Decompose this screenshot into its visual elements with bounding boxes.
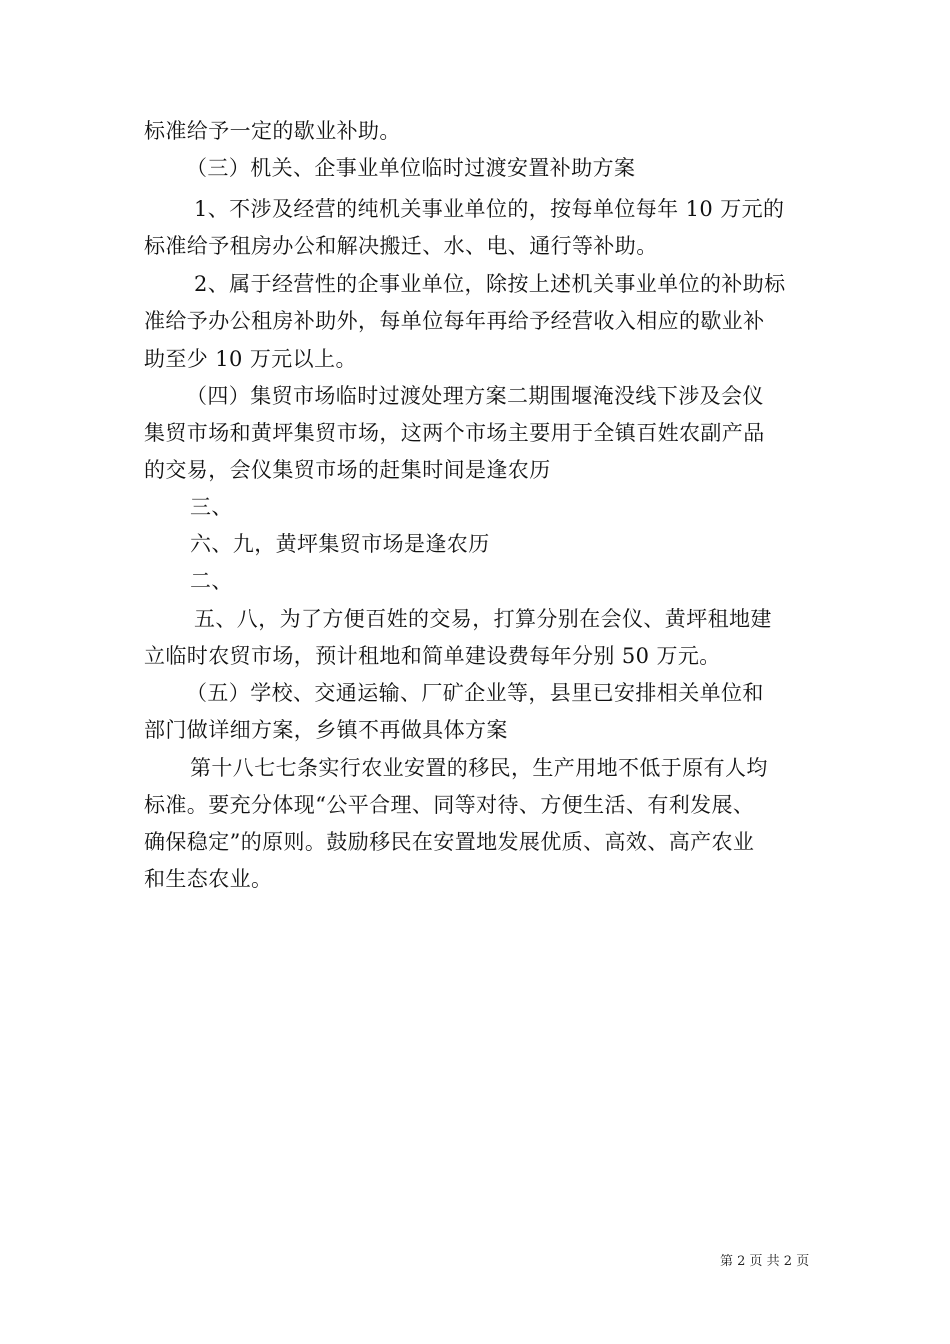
text-line: 2、属于经营性的企事业单位，除按上述机关事业单位的补助标 <box>194 272 786 296</box>
text-line: 二、 <box>190 569 233 593</box>
section-heading: （三）机关、企事业单位临时过渡安置补助方案 <box>186 156 636 180</box>
text-line: 的交易，会仪集贸市场的赶集时间是逢农历 <box>144 458 551 482</box>
section-heading: （五）学校、交通运输、厂矿企业等，县里已安排相关单位和 <box>186 681 764 705</box>
text-line: 确保稳定”的原则。鼓励移民在安置地发展优质、高效、高产农业 <box>144 830 755 854</box>
text-line: 准给予办公租房补助外，每单位每年再给予经营收入相应的歇业补 <box>144 309 765 333</box>
text-line: 助至少 10 万元以上。 <box>144 347 357 371</box>
text-line: 部门做详细方案，乡镇不再做具体方案 <box>144 718 508 742</box>
text-line: 标准给予一定的歇业补助。 <box>144 119 401 143</box>
section-heading: （四）集贸市场临时过渡处理方案二期围堰淹没线下涉及会仪 <box>186 384 764 408</box>
page-number-footer: 第 2 页 共 2 页 <box>720 1254 810 1269</box>
text-line: 五、八，为了方便百姓的交易，打算分别在会仪、黄坪租地建 <box>194 607 772 631</box>
text-line: 集贸市场和黄坪集贸市场，这两个市场主要用于全镇百姓农副产品 <box>144 421 765 445</box>
text-line: 第十八七七条实行农业安置的移民，生产用地不低于原有人均 <box>190 756 768 780</box>
text-line: 和生态农业。 <box>144 867 273 891</box>
text-line: 标准。要充分体现“公平合理、同等对待、方便生活、有利发展、 <box>144 793 755 817</box>
text-line: 六、九，黄坪集贸市场是逢农历 <box>190 532 490 556</box>
text-line: 立临时农贸市场，预计租地和简单建设费每年分别 50 万元。 <box>144 644 721 668</box>
text-line: 三、 <box>190 495 233 519</box>
text-line: 1、不涉及经营的纯机关事业单位的，按每单位每年 10 万元的 <box>194 197 785 221</box>
text-line: 标准给予租房办公和解决搬迁、水、电、通行等补助。 <box>144 234 658 258</box>
